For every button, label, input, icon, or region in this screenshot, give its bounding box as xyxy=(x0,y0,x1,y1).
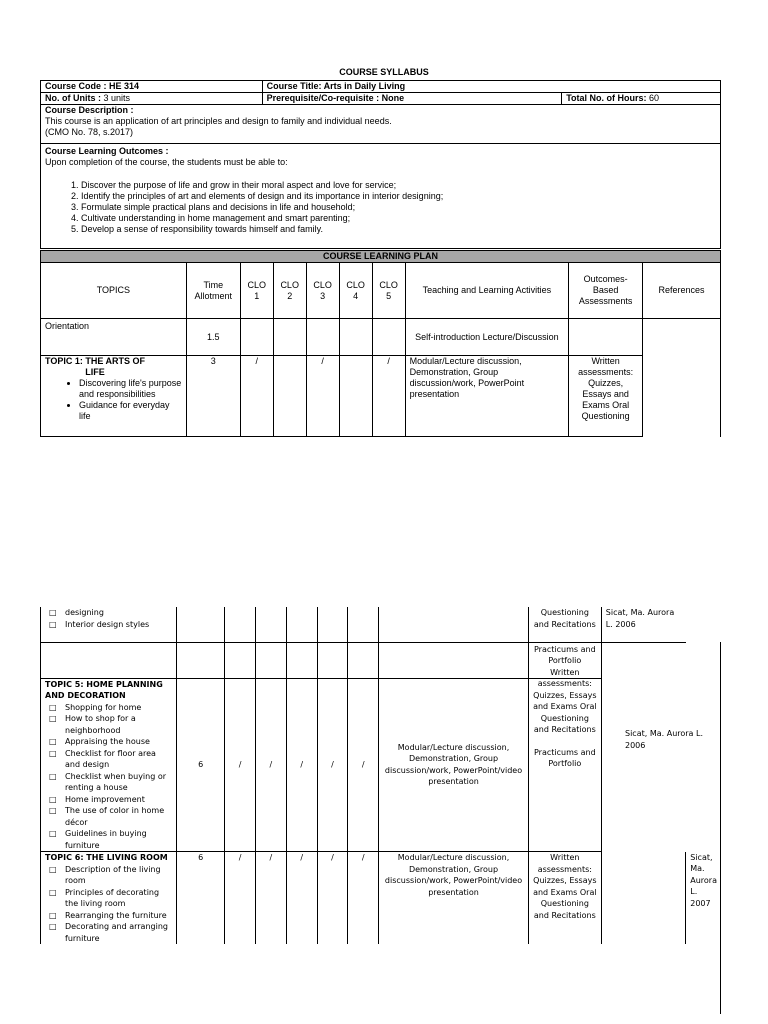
orientation-time: 1.5 xyxy=(186,319,240,356)
description-cell xyxy=(41,105,721,144)
header-time: Time Allotment xyxy=(186,263,240,319)
topic5-assessment-extra: Practicums and Portfolio xyxy=(534,747,596,768)
list-item: □ Decorating and arranging furniture xyxy=(65,921,172,944)
topic5-assessment: Written assessments: Quizzes, Essays and Exams Oral Questioning and Recitations xyxy=(533,667,597,734)
list-item: □ How to shop for a neighborhood xyxy=(65,713,172,736)
topic6-assessment: Written assessments: Quizzes, Essays and Exams Oral Questioning and Recitations xyxy=(528,852,601,945)
topic6-clo5: / xyxy=(348,852,379,945)
continued-topic-cell xyxy=(41,607,177,642)
topic5-clo4: / xyxy=(317,678,348,852)
page-edge-line xyxy=(720,642,721,1014)
topic1-assessment: Written assessments: Quizzes, Essays and Exams Oral Questioning xyxy=(569,356,643,437)
header-clo4: CLO 4 xyxy=(339,263,372,319)
list-item: □ Home improvement xyxy=(65,794,172,806)
list-item: □ Appraising the house xyxy=(65,736,172,748)
topic1-clo5: / xyxy=(372,356,405,437)
topic1-bullets xyxy=(45,378,182,422)
header-clo2: CLO 2 xyxy=(273,263,306,319)
continued-bullets xyxy=(45,607,172,630)
hours-label: Total No. of Hours: xyxy=(566,93,647,103)
topic1-cell xyxy=(41,356,187,437)
topic5-cell xyxy=(41,678,177,852)
topic5-activity: Modular/Lecture discussion, Demonstration, Group discussion/work, PowerPoint/video presentation xyxy=(379,678,529,852)
header-clo1: CLO 1 xyxy=(240,263,273,319)
units-value: 3 units xyxy=(101,93,131,103)
course-title-cell xyxy=(262,81,720,93)
topic6-clo1: / xyxy=(225,852,256,945)
course-title-label: Course Title: Arts in Daily Living xyxy=(266,81,406,91)
outcome-item: 4. Cultivate understanding in home management and smart parenting; xyxy=(81,213,716,224)
course-code-label: Course Code : xyxy=(45,81,107,91)
list-item: • Discovering life's purpose and responsibilities xyxy=(79,378,182,400)
topic5-clo1: / xyxy=(225,678,256,852)
topic5-title: TOPIC 5: HOME PLANNING AND DECORATION xyxy=(45,679,163,700)
topic1-clo4 xyxy=(339,356,372,437)
outcome-item: 1. Discover the purpose of life and grow in their moral aspect and love for service; xyxy=(81,180,716,191)
list-item: □ Rearranging the furniture xyxy=(65,910,172,922)
units-label: No. of Units : xyxy=(45,93,101,103)
units-cell xyxy=(41,93,263,105)
header-outcomes: Outcomes-Based Assessments xyxy=(569,263,643,319)
outcome-item: 2. Identify the principles of art and elements of design and its importance in interior designing; xyxy=(81,191,716,202)
list-item: □ Shopping for home xyxy=(65,702,172,714)
course-code-value: HE 314 xyxy=(106,81,140,91)
list-item: □ Guidelines in buying furniture xyxy=(65,828,172,851)
topic6-clo4: / xyxy=(317,852,348,945)
topic1-clo3: / xyxy=(306,356,339,437)
prereq-label: Prerequisite/Co-requisite : None xyxy=(266,93,405,103)
topic6-activity: Modular/Lecture discussion, Demonstration, Group discussion/work, PowerPoint/video presentation xyxy=(379,852,529,945)
topic5-assessment-cell xyxy=(528,644,601,852)
topic6-time: 6 xyxy=(177,852,225,945)
outcome-item: 3. Formulate simple practical plans and decisions in life and household; xyxy=(81,202,716,213)
header-activities: Teaching and Learning Activities xyxy=(405,263,569,319)
topic5-time: 6 xyxy=(177,678,225,852)
prereq-cell xyxy=(262,93,562,105)
outcomes-cell xyxy=(41,144,721,249)
list-item: □ Principles of decorating the living room xyxy=(65,887,172,910)
topic1-clo2 xyxy=(273,356,306,437)
learning-plan-continued-table xyxy=(40,607,721,944)
topic1-activity: Modular/Lecture discussion, Demonstration, Group discussion/work, PowerPoint presentation xyxy=(405,356,569,437)
hours-value: 60 xyxy=(646,93,660,103)
topic5-clo5: / xyxy=(348,678,379,852)
list-item: □ Checklist when buying or renting a house xyxy=(65,771,172,794)
header-references: References xyxy=(643,263,721,319)
topic5-bullets xyxy=(45,702,172,852)
topic5-pre-assessment: Practicums and Portfolio xyxy=(534,644,596,665)
continued-assessment: Questioning and Recitations xyxy=(528,607,601,642)
hours-cell xyxy=(562,93,721,105)
topic1-clo1: / xyxy=(240,356,273,437)
topic5-reference: Sicat, Ma. Aurora L. 2006 xyxy=(625,729,703,750)
header-topics: TOPICS xyxy=(41,263,187,319)
outcomes-list xyxy=(45,180,716,235)
topic6-clo3: / xyxy=(286,852,317,945)
orientation-activity: Self-introduction Lecture/Discussion xyxy=(405,319,569,356)
topic6-cell xyxy=(41,852,177,945)
description-ref: (CMO No. 78, s.2017) xyxy=(45,127,134,137)
topic5-clo2: / xyxy=(255,678,286,852)
list-item: □ designing xyxy=(65,607,172,619)
topic6-reference: Sicat, Ma. Aurora L. 2007 xyxy=(686,852,721,945)
description-text: This course is an application of art principles and design to family and individual needs. xyxy=(45,116,392,126)
list-item: □ Description of the living room xyxy=(65,864,172,887)
topic1-title: TOPIC 1: THE ARTS OF LIFE xyxy=(45,356,146,377)
header-clo3: CLO 3 xyxy=(306,263,339,319)
description-label: Course Description : xyxy=(45,105,134,115)
learning-plan-band: COURSE LEARNING PLAN xyxy=(41,251,721,263)
learning-plan-table xyxy=(40,250,721,437)
list-item: • Guidance for everyday life xyxy=(79,400,182,422)
topic6-clo2: / xyxy=(255,852,286,945)
course-code-cell xyxy=(41,81,263,93)
document-title: COURSE SYLLABUS xyxy=(339,67,429,77)
outcomes-label: Course Learning Outcomes : xyxy=(45,146,169,156)
orientation-topic: Orientation xyxy=(41,319,187,356)
outcomes-intro: Upon completion of the course, the students must be able to: xyxy=(45,157,288,167)
topic6-title: TOPIC 6: THE LIVING ROOM xyxy=(45,853,168,862)
outcome-item: 5. Develop a sense of responsibility towards himself and family. xyxy=(81,224,716,235)
list-item: □ Checklist for floor area and design xyxy=(65,748,172,771)
continued-reference: Sicat, Ma. Aurora L. 2006 xyxy=(601,607,685,642)
topic6-bullets xyxy=(45,864,172,945)
topic5-clo3: / xyxy=(286,678,317,852)
header-clo5: CLO 5 xyxy=(372,263,405,319)
topic1-time: 3 xyxy=(186,356,240,437)
course-info-table xyxy=(40,80,721,249)
list-item: □ The use of color in home décor xyxy=(65,805,172,828)
list-item: □ Interior design styles xyxy=(65,619,172,631)
